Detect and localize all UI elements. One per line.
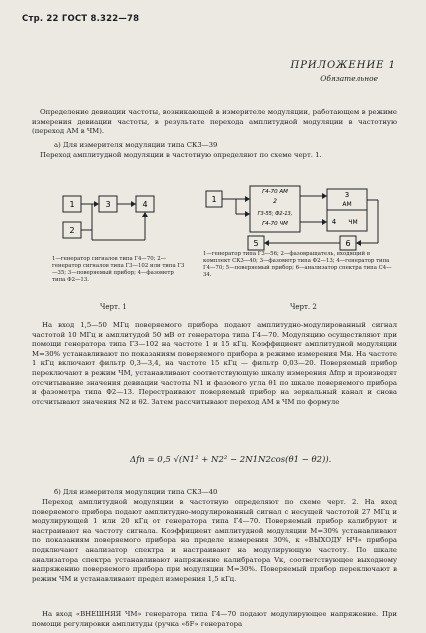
body-paragraph-1: На вход 1,5—50 МГц поверяемого прибора подают амплитудно-модулированный сигнал частотой 10 МГц и амплитудой 50 мВ от генератора типа Г4—70. Модуляцию осуществляют при помощи генератора типа Г3—102 на частоте 1 и 15 кГц. Коэффициент амплитудной модуляции М=30% устанавливают по показаниям поверяемого прибора в режиме измерения Мн. На частоте 1 кГц включают фильтр 0,3—3,4, на частоте 15 кГц — фильтр 0,03—20. Поверяемый прибор переключают в режим ЧМ, устанавливают соответствующую шкалу измерения Δfпр и производят отсчитывание значения девиации частоты N1 и фазового угла θ1 по шкале поверяемого прибора и фазометра типа Ф2—13. Перестраивают поверяемый прибор на зеркальный канал и снова отсчитывают значения N2 и θ2. Затем рассчитывают переход АМ в ЧМ по формуле — [32, 321, 397, 406]
appendix-title: ПРИЛОЖЕНИЕ 1 — [290, 60, 396, 71]
figure-1-label: Черт. 1 — [100, 303, 127, 311]
diagram2-label-5: 5 — [253, 239, 259, 248]
diagram1-label-1: 1 — [69, 200, 75, 209]
formula: Δfп = 0,5 √(N1² + N2² − 2N1N2cos(θ1 − θ2)). — [130, 455, 332, 465]
diagram1-label-2: 2 — [69, 226, 75, 235]
diagram2-label-3: 3 — [344, 191, 350, 199]
diagram2-label-6: 6 — [345, 239, 351, 248]
appendix-subtitle: Обязательное — [320, 74, 378, 83]
diagram2-label-am: АМ — [342, 201, 352, 208]
diagram2-label-chm: ЧМ — [348, 219, 358, 226]
diagram1-label-4: 4 — [142, 200, 148, 209]
diagram1-label-3: 3 — [105, 200, 111, 209]
body-paragraph-2: Переход амплитудной модуляции в частотную определяют по схеме черт. 2. На вход поверяемого прибора подают амплитудно-модулированный сигнал с несущей частотой 27 МГц и модулирующей 1 или 20 кГц от генератора типа Г4—70. Поверяемый прибор калибруют и настраивают на частоту сигнала. Коэффициент амплитудной модуляции М=30% устанавливают по показаниям поверяемого прибора на пределе измерения 30%, к «ВЫХОДУ НЧ» прибора подключают анализатор спектра и настраивают на модулирующую частоту. По шкале анализатора спектра устанавливают напряжение калибратора Vк, соответствующее выходному напряжению поверяемого прибора при модуляции М=30%. Поверяемый прибор переключают в режим ЧМ и устанавливают предел измерения 1,5 кГц. — [32, 498, 397, 583]
diagram2-big-line-1: Г4-70 АМ — [262, 189, 288, 195]
figure-2-label: Черт. 2 — [290, 303, 317, 311]
body-paragraph-3: На вход «ВНЕШНЯЯ ЧМ» генератора типа Г4—70 подают модулирующее напряжение. При помощи регулировки амплитуды (ручка «δF» генератора — [32, 610, 397, 628]
item-a-title: а) Для измерителя модуляции типа СК3—39 — [54, 141, 218, 149]
diagram2-big-line-2: 2 — [273, 198, 277, 205]
intro-paragraph: Определение девиации частоты, возникающей в измерителе модуляции, работающем в режиме измерения девиации частоты, в результате перехода амплитудной модуляции в частотную (переход АМ в ЧМ). — [32, 108, 397, 136]
diagram2-big-line-4: Г4-70 ЧМ — [262, 221, 288, 227]
page-header: Стр. 22 ГОСТ 8.322—78 — [22, 14, 140, 24]
figure-2-caption: 1—генератор типа Г3—56; 2—фазовращатель, входящий в комплект СК3—40; 3—фазометр типа Ф2—13; 4—генератор типа Г4—70; 5—поверяемый прибор; 6—анализатор спектра типа С4—34. — [203, 251, 392, 278]
diagram-2 — [206, 186, 378, 250]
item-a-intro: Переход амплитудной модуляции в частотную определяют по схеме черт. 1. — [40, 151, 322, 159]
diagram2-label-1: 1 — [211, 195, 217, 204]
item-b-title: б) Для измерителя модуляции типа СК3—40 — [54, 488, 218, 496]
figure-1-caption: 1—генератор сигналов типа Г4—70; 2—генератор сигналов типа Г3—102 или типа Г3—35; 3—поверяемый прибор; 4—фазометр типа Ф2—13. — [52, 256, 185, 283]
diagram2-big-line-3: Г3-55; Ф2-13, — [257, 211, 293, 217]
diagram2-label-4: 4 — [331, 218, 337, 226]
